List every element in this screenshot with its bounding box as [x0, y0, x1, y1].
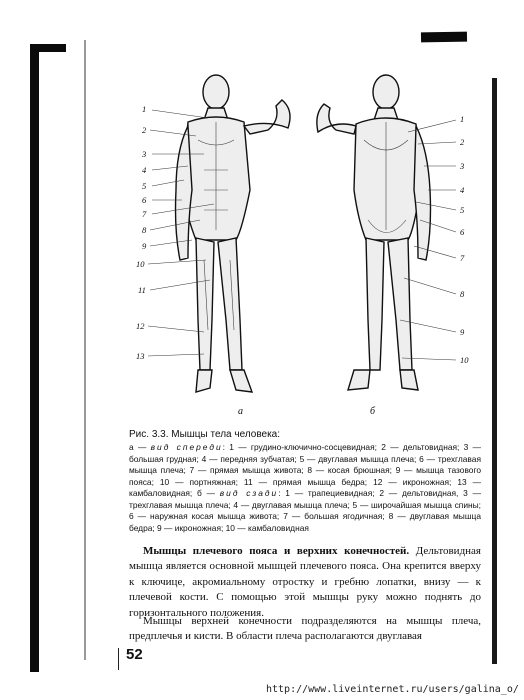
front-view-legend: : 1 — грудино-ключично-сосцевидная; 2 — дельтовидная; 3 — большая грудная; 4 — передняя зубчатая; 5 — двуглавая мышца плеча; 6 — трехглавая мышца плеча; 7 — прямая мышца живота; 8 — косая брюшная; 9 — мышца тазового пояса; 10 — портняжная; 11 — прямая мышца бедра; 12 — икроножная; 13 — камбаловидная;	[129, 442, 481, 498]
muscle-illustration	[118, 70, 488, 420]
label-right-9: 9	[460, 327, 465, 337]
front-view-label: вид спереди	[150, 442, 223, 452]
label-left-11: 11	[138, 285, 146, 295]
label-right-4: 4	[460, 185, 465, 195]
page-number: 52	[126, 646, 143, 663]
scan-border-left	[30, 44, 39, 672]
section-heading: Мышцы плечевого пояса и верхних конечностей.	[143, 545, 410, 557]
label-right-6: 6	[460, 227, 465, 237]
label-right-2: 2	[460, 137, 465, 147]
page-number-rule	[118, 648, 119, 670]
scan-border-top-right	[421, 32, 467, 43]
muscle-figure	[118, 70, 488, 420]
page-gutter-line	[84, 40, 86, 660]
label-right-3: 3	[460, 161, 465, 171]
label-left-7: 7	[142, 209, 147, 219]
back-view-legend: : 1 — трапециевидная; 2 — дельтовидная, 3 — трехглавая мышца плеча; 4 — двуглавая мышца плеча; 5 — широчайшая мышца спины; 6 — наружная косая мышца живота; 7 — большая ягодичная; 8 — двуглавая мышца бедра; 9 — икроножная; 10 — камбаловидная	[129, 488, 482, 533]
label-left-10: 10	[136, 259, 145, 269]
label-right-10: 10	[460, 355, 469, 365]
figure-caption-legend	[129, 442, 481, 534]
back-view-prefix: б —	[197, 488, 220, 498]
label-left-2: 2	[142, 125, 147, 135]
figure-caption-title: Рис. 3.3. Мышцы тела человека:	[129, 429, 281, 440]
label-left-4: 4	[142, 165, 147, 175]
front-view-prefix: а —	[129, 442, 151, 452]
sub-figure-b: б	[370, 406, 376, 417]
label-left-6: 6	[142, 195, 147, 205]
watermark-url: http://www.liveinternet.ru/users/galina_o/	[266, 684, 519, 695]
label-left-13: 13	[136, 351, 145, 361]
sub-figure-a: а	[238, 406, 243, 417]
paragraph-1-text: Дельтовидная мышца является основной мышцей плечевого пояса. Она крепится вверху к ключице, акромиальному отростку и гребню лопатки, внизу — к плечевой кости. С помощью этой мышцы руку можно поднять до горизонтального положения.	[129, 545, 481, 619]
label-left-8: 8	[142, 225, 147, 235]
scan-border-corner	[30, 44, 66, 52]
label-left-3: 3	[142, 149, 147, 159]
scan-border-right	[492, 78, 497, 664]
body-paragraph-1	[129, 544, 481, 621]
label-left-9: 9	[142, 241, 147, 251]
label-left-5: 5	[142, 181, 147, 191]
label-left-12: 12	[136, 321, 145, 331]
label-right-1: 1	[460, 114, 465, 124]
label-left-1: 1	[142, 104, 147, 114]
back-view-label: вид сзади	[219, 488, 279, 498]
body-paragraph-2: Мышцы верхней конечности подразделяются на мышцы плеча, предплечья и кисти. В области плеча располагаются двуглавая	[129, 615, 481, 643]
label-right-5: 5	[460, 205, 465, 215]
label-right-8: 8	[460, 289, 465, 299]
label-right-7: 7	[460, 253, 465, 263]
